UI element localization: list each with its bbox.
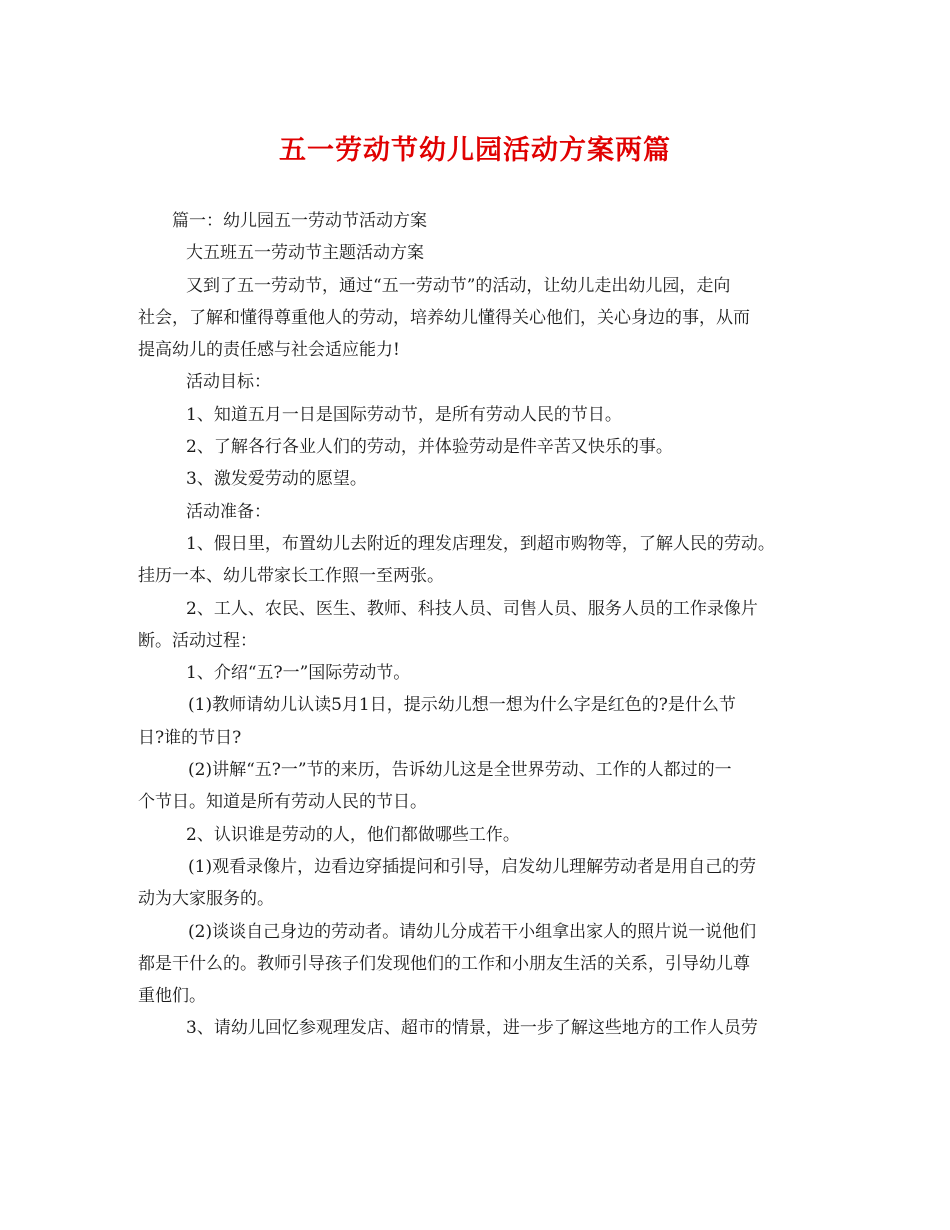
list-item: 1、假日里，布置幼儿去附近的理发店理发，到超市购物等，了解人民的劳动。 <box>186 533 775 554</box>
list-item: 2、了解各行各业人们的劳动，并体验劳动是件辛苦又快乐的事。 <box>186 437 673 458</box>
paragraph-line: 都是干什么的。教师引导孩子们发现他们的工作和小朋友生活的关系，引导幼儿尊 <box>138 953 750 974</box>
paragraph-line: 又到了五一劳动节，通过“五一劳动节”的活动，让幼儿走出幼儿园，走向 <box>186 275 731 296</box>
sub-item: (2)讲解“五?一”节的来历，告诉幼儿这是全世界劳动、工作的人都过的一 <box>188 760 732 781</box>
paragraph-line: 提高幼儿的责任感与社会适应能力! <box>138 340 400 361</box>
sub-item: (1)教师请幼儿认读5月1日，提示幼儿想一想为什么字是红色的?是什么节 <box>188 695 736 716</box>
document-title: 五一劳动节幼儿园活动方案两篇 <box>279 135 671 166</box>
section-label: 活动目标： <box>186 372 271 393</box>
paragraph-line: 挂历一本、幼儿带家长工作照一至两张。 <box>138 566 444 587</box>
list-item: 2、认识谁是劳动的人，他们都做哪些工作。 <box>186 824 520 845</box>
list-item: 1、介绍“五?一”国际劳动节。 <box>186 663 411 684</box>
list-item: 1、知道五月一日是国际劳动节，是所有劳动人民的节日。 <box>186 404 622 425</box>
paragraph-line: 动为大家服务的。 <box>138 889 274 910</box>
sub-item: (2)谈谈自己身边的劳动者。请幼儿分成若干小组拿出家人的照片说一说他们 <box>188 921 757 942</box>
list-item: 2、工人、农民、医生、教师、科技人员、司售人员、服务人员的工作录像片 <box>186 598 758 619</box>
subheading: 大五班五一劳动节主题活动方案 <box>186 243 424 264</box>
paragraph-line: 社会，了解和懂得尊重他人的劳动，培养幼儿懂得关心他们，关心身边的事，从而 <box>138 307 750 328</box>
sub-item: (1)观看录像片，边看边穿插提问和引导，启发幼儿理解劳动者是用自己的劳 <box>188 856 757 877</box>
list-item: 3、激发爱劳动的愿望。 <box>186 469 367 490</box>
paragraph-line: 断。活动过程： <box>138 630 257 651</box>
paragraph-line: 日?谁的节日? <box>138 727 242 748</box>
paragraph-line: 个节日。知道是所有劳动人民的节日。 <box>138 792 427 813</box>
section-heading: 篇一：幼儿园五一劳动节活动方案 <box>172 211 427 231</box>
list-item: 3、请幼儿回忆参观理发店、超市的情景，进一步了解这些地方的工作人员劳 <box>186 1018 758 1039</box>
section-label: 活动准备： <box>186 501 271 522</box>
document-body <box>138 205 818 1045</box>
paragraph-line: 重他们。 <box>138 986 206 1007</box>
